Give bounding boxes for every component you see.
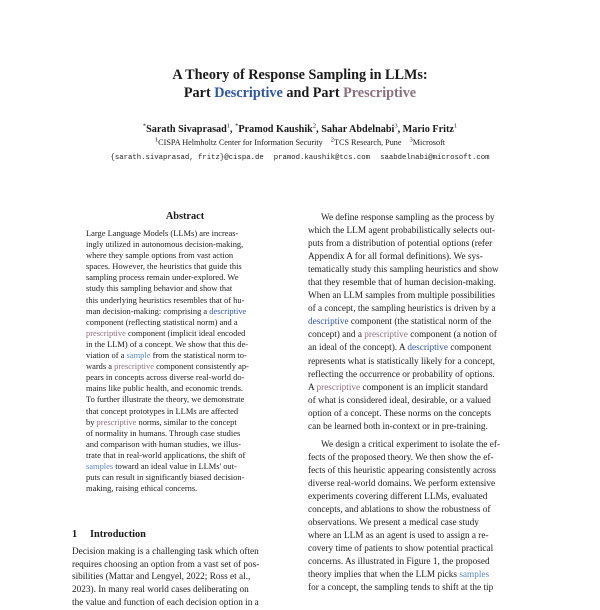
text-line (308, 478, 533, 491)
text-line (308, 491, 533, 504)
affiliation-name: TCS Research, Pune (333, 138, 402, 147)
title-descriptive: Descriptive (214, 85, 283, 101)
text-run: option of a concept. These norms on the concepts (308, 408, 491, 419)
text-line (308, 421, 533, 434)
text-run: component (a notion of (407, 330, 497, 341)
text-run: by (86, 416, 97, 427)
text-line (308, 517, 533, 530)
text-run: and comparison with human studies, we illus- (86, 438, 241, 449)
text-line (308, 504, 533, 517)
text-run: requires choosing an option from a vast set of pos- (72, 559, 260, 570)
text-line (86, 228, 286, 239)
text-run: A (308, 382, 317, 393)
text-line (86, 306, 286, 317)
text-run: an ideal of the concept). A (308, 343, 408, 354)
text-line (308, 556, 533, 569)
email-address: pramod.kaushik@tcs.com (273, 154, 371, 162)
text-line (72, 559, 298, 572)
text-run: puts can result in significantly biased decision- (86, 472, 245, 483)
author-3 (321, 124, 397, 135)
text-run: We design a critical experiment to isolate the ef- (321, 439, 501, 450)
right-column-text (308, 212, 533, 595)
text-run: can be learned both in-context or in pre-training. (308, 421, 488, 432)
text-run: sibilities (Mattar and Lengyel, 2022; Ross et al., (72, 572, 251, 583)
text-run: from the statistical norm to- (150, 350, 247, 361)
text-line (86, 272, 286, 283)
text-line (86, 428, 286, 439)
text-run: component (reflecting statistical norm) and a (86, 316, 238, 327)
text-run: Decision making is a challenging task which often (72, 547, 259, 557)
text-run: where an LLM as an agent is used to assign a re- (308, 531, 489, 542)
email-address: {sarath.sivaprasad, fritz}@cispa.de (110, 154, 264, 162)
text-line (308, 225, 533, 238)
text-run: viation of a (86, 350, 127, 361)
descriptive-term: descriptive (308, 317, 349, 328)
text-line (308, 264, 533, 277)
text-line (308, 316, 533, 329)
affiliation-3 (410, 138, 446, 147)
text-line (72, 597, 298, 610)
text-run: that they resemble that of human decision-making. (308, 278, 496, 289)
affiliation-1 (155, 138, 323, 147)
text-run: of a concept, the sampling heuristics is driven by a (308, 304, 496, 315)
paper-title (0, 66, 600, 102)
text-run: toward an ideal value in LLMs' out- (113, 460, 237, 471)
text-line (86, 417, 286, 428)
title-part-2: and Part (282, 85, 344, 101)
text-line (86, 394, 286, 405)
text-line (86, 483, 286, 494)
descriptive-term: descriptive (407, 343, 448, 354)
text-run: wards a (86, 361, 115, 372)
text-line (308, 569, 533, 582)
author-2 (235, 124, 316, 135)
text-run: for a concept, the sampling tends to shift at the tip (308, 583, 494, 594)
equal-contribution-mark: * (235, 122, 239, 130)
prescriptive-term: prescriptive (114, 361, 154, 372)
text-run: theory implies that when the LLM picks (308, 570, 460, 581)
prescriptive-term: prescriptive (86, 327, 126, 338)
author-name: Pramod Kaushik (238, 124, 313, 135)
text-run: this underlying heuristics resembles that of hu- (86, 294, 245, 305)
text-line (308, 277, 533, 290)
text-line (308, 382, 533, 395)
text-line (86, 439, 286, 450)
title-line-2 (0, 84, 600, 102)
section-number: 1 (72, 529, 78, 540)
title-line-1: A Theory of Response Sampling in LLMs: (172, 67, 428, 83)
text-run: spaces. However, the heuristics that guide this (86, 261, 242, 272)
affiliation-2 (331, 138, 402, 147)
title-prescriptive: Prescriptive (343, 85, 417, 101)
text-line (86, 261, 286, 272)
text-run: the value and function of each decision option in a (72, 597, 259, 608)
prescriptive-term: prescriptive (364, 330, 408, 341)
sample-term: samples (459, 570, 490, 581)
text-run: To further illustrate the theory, we demonstrate (86, 394, 245, 405)
text-run: experiments covering different LLMs, evaluated (308, 491, 488, 502)
prescriptive-term: prescriptive (316, 382, 361, 393)
text-line (308, 238, 533, 251)
author-1 (143, 124, 230, 135)
text-line (72, 584, 298, 597)
text-line (308, 582, 533, 595)
text-run: which the LLM agent probabilistically selects out- (308, 226, 496, 237)
author-name: Mario Fritz (402, 124, 454, 135)
text-line (308, 439, 533, 452)
text-run: Appendix A for all formal definitions). We sys- (308, 252, 483, 263)
text-run: covery time of patients to show potential practical (308, 544, 494, 555)
text-line (308, 212, 533, 225)
text-line (86, 328, 286, 339)
text-run: ingly utilized in autonomous decision-making, (86, 239, 244, 250)
text-run: When an LLM samples from multiple possibilities (308, 291, 496, 302)
affiliation-name: CISPA Helmholtz Center for Information Security (158, 138, 323, 147)
text-line (86, 239, 286, 250)
text-run: where they sample options from vast action (86, 250, 234, 261)
text-line (86, 250, 286, 261)
text-run: represents what is statistically likely for a concept, (308, 356, 495, 367)
author-separator: , (397, 124, 403, 135)
text-run: study this sampling behavior and show that (86, 283, 233, 294)
text-run: in the LLM) of a concept. We show that this de- (86, 338, 249, 349)
abstract-text (86, 228, 286, 494)
text-run: Large Language Models (LLMs) are increas- (86, 228, 239, 238)
text-run: concepts, and ablations to show the robustness of (308, 505, 491, 516)
text-run: man decision-making: comprising a (86, 305, 210, 316)
text-run: diverse real-world domains. We perform extensive (308, 478, 496, 489)
text-line (308, 303, 533, 316)
text-run: concept) and a (308, 330, 365, 341)
text-run: mains like public health, and economic trends. (86, 383, 243, 394)
text-line (308, 356, 533, 369)
text-line (86, 317, 286, 328)
text-line (72, 571, 298, 584)
text-run: 2023). In many real world cases deliberating on (72, 585, 249, 596)
author-separator: , (316, 124, 322, 135)
text-line (308, 465, 533, 478)
title-part-1: Part (183, 85, 215, 101)
text-line (86, 472, 286, 483)
text-run: of what is considered ideal, desirable, or a valued (308, 395, 491, 406)
text-line (308, 395, 533, 408)
text-line (86, 461, 286, 472)
affiliation-mark: 3 (394, 122, 398, 130)
text-run: concerns. As illustrated in Figure 1, the proposed (308, 557, 490, 568)
affiliation-mark: 1 (453, 122, 458, 130)
text-run: of normality in humans. Through case studies (86, 427, 241, 438)
affiliation-number: 1 (154, 136, 159, 144)
text-line (308, 251, 533, 264)
text-line (308, 369, 533, 382)
text-run: component is an implicit standard (360, 382, 488, 393)
text-line (86, 339, 286, 350)
author-separator: , (230, 124, 236, 135)
text-line (86, 295, 286, 306)
text-run: fects of this heuristic appearing consistently across (308, 465, 497, 476)
text-run: that concept prototypes in LLMs are affected (86, 405, 239, 416)
text-run: component (implicit ideal encoded (125, 327, 246, 338)
text-line (86, 361, 286, 372)
equal-contribution-mark: * (142, 122, 147, 130)
text-line (86, 383, 286, 394)
email-address: saabdelnabi@microsoft.com (380, 154, 490, 162)
text-run: reflecting the occurrence or probability of options. (308, 369, 495, 380)
descriptive-term: descriptive (209, 305, 247, 316)
text-run: pears in concepts across diverse real-world do- (86, 372, 245, 383)
text-run: We define response sampling as the process by (321, 213, 495, 223)
affiliation-number: 2 (330, 136, 334, 144)
author-name: Sahar Abdelnabi (321, 124, 395, 135)
text-line (308, 329, 533, 342)
affiliation-mark: 2 (312, 122, 317, 130)
text-line (86, 350, 286, 361)
affiliation-number: 3 (409, 136, 413, 144)
abstract-heading: Abstract (165, 211, 205, 222)
text-run: tematically study this sampling heuristics and show (308, 265, 499, 276)
text-run: sampling process remain under-explored. We (86, 272, 239, 283)
text-line (308, 530, 533, 543)
author-4 (403, 124, 457, 135)
sample-term: sample (126, 350, 151, 361)
text-run: component consistently ap- (153, 361, 249, 372)
section-title: Introduction (90, 529, 146, 540)
text-run: fects of the proposed theory. We then show the ef- (308, 452, 494, 463)
prescriptive-term: prescriptive (96, 416, 137, 427)
text-line (308, 290, 533, 303)
text-line (86, 406, 286, 417)
author-name: Sarath Sivaprasad (146, 124, 227, 135)
text-run: component (the statistical norm of the (348, 317, 492, 328)
text-line (308, 342, 533, 355)
text-line (72, 546, 298, 559)
text-line (86, 450, 286, 461)
text-line (308, 408, 533, 421)
text-line (308, 543, 533, 556)
text-line (86, 372, 286, 383)
author-list (0, 124, 600, 136)
text-run: norms, similar to the concept (136, 416, 237, 427)
text-run: component (448, 343, 492, 354)
author-emails (0, 153, 600, 163)
affiliation-mark: 1 (226, 122, 231, 130)
text-run: puts from a distribution of potential options (refer (308, 239, 493, 250)
affiliations (0, 138, 600, 148)
section-heading-introduction (72, 529, 146, 541)
affiliation-name: Microsoft (412, 138, 446, 147)
text-run: making, raising ethical concerns. (86, 483, 198, 494)
sample-term: samples (86, 460, 114, 471)
text-run: observations. We present a medical case study (308, 518, 479, 529)
text-run: trate that in real-world applications, the shift of (86, 449, 246, 460)
text-line (308, 452, 533, 465)
text-line (86, 283, 286, 294)
